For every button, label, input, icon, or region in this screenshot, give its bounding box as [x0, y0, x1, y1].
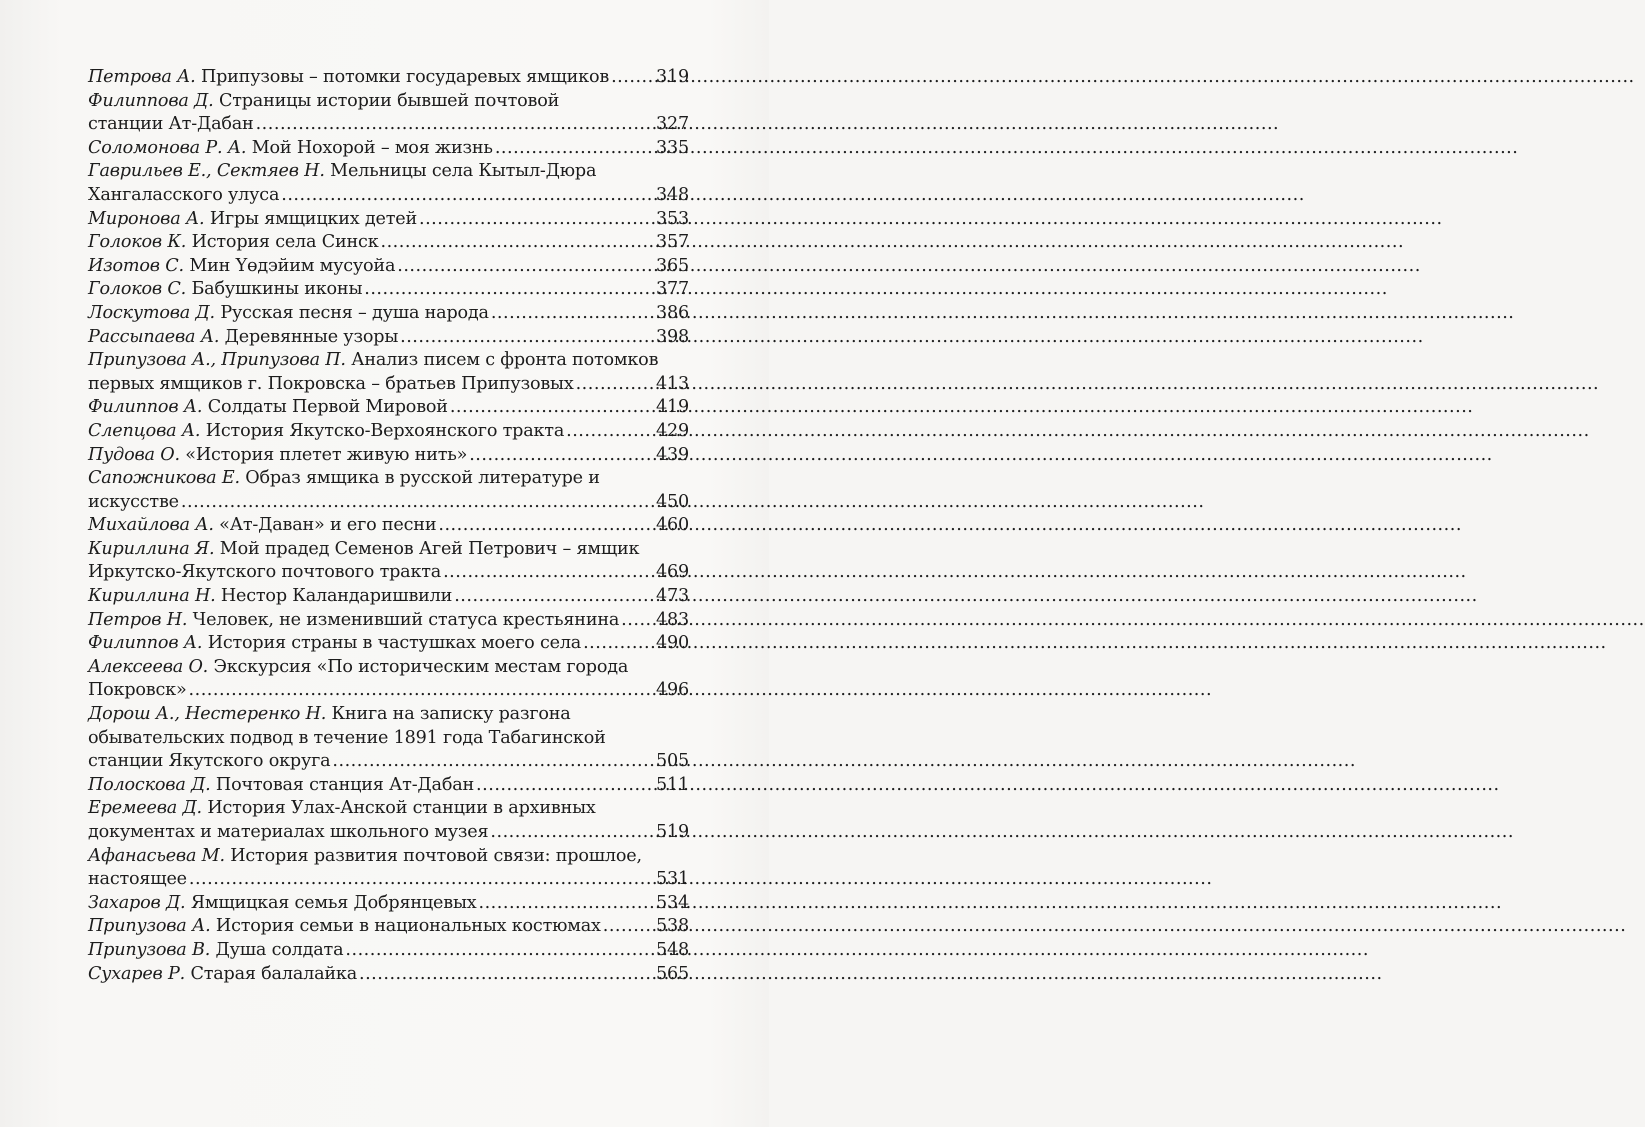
- toc-page-number: 490: [656, 633, 689, 654]
- toc-entry: [88, 538, 689, 585]
- toc-author: Припузова А.: [88, 916, 211, 937]
- toc-entry-final-line: [88, 632, 689, 656]
- toc-entry-final-line: [88, 396, 689, 420]
- toc-title: первых ямщиков г. Покровска – братьев Припузовых: [88, 373, 574, 394]
- dot-leader: [397, 255, 654, 279]
- toc-entry-final-line: [88, 184, 689, 208]
- toc-entry: [88, 939, 689, 963]
- dot-leader: [189, 679, 655, 703]
- toc-entry-final-line: [88, 750, 689, 774]
- toc-entry-text: [88, 750, 330, 774]
- toc-entry-final-line: [88, 113, 689, 137]
- toc-entry: [88, 514, 689, 538]
- toc-author: Петрова А.: [88, 67, 196, 87]
- toc-page-number: 548: [656, 939, 689, 960]
- toc-entry-text: [88, 231, 378, 255]
- toc-entry-final-line: [88, 915, 689, 939]
- toc-entry-final-line: [88, 868, 689, 892]
- toc-entry-text: [88, 774, 474, 798]
- toc-entry-final-line: [88, 939, 689, 963]
- toc-entry-text: [88, 514, 436, 538]
- dot-leader: [281, 184, 654, 208]
- toc-title: Страницы истории бывшей почтовой: [218, 90, 560, 111]
- toc-page-number: 565: [656, 963, 689, 984]
- toc-title: станции Якутского округа: [88, 751, 331, 772]
- toc-author: Припузова В.: [88, 939, 211, 960]
- toc-entry: [88, 609, 689, 633]
- toc-entry-final-line: [88, 585, 689, 609]
- toc-page-number: 534: [656, 892, 689, 913]
- toc-entry-text: [88, 396, 448, 420]
- toc-title: Анализ писем с фронта потомков: [351, 350, 659, 371]
- toc-author: Полоскова Д.: [88, 774, 211, 795]
- dot-leader: [576, 373, 654, 397]
- toc-title: Образ ямщика в русской литературе и: [245, 468, 600, 489]
- toc-entry-text: [88, 939, 343, 963]
- toc-entry-text: [88, 892, 476, 916]
- toc-author: Сухарев Р.: [88, 963, 186, 984]
- toc-title: Мельницы села Кытыл-Дюра: [330, 161, 597, 182]
- toc-title: Нестор Каландаришвили: [220, 586, 453, 607]
- toc-entry-final-line: [88, 420, 689, 444]
- toc-entry-final-line: [88, 679, 689, 703]
- toc-entry-text: [88, 821, 488, 845]
- toc-page-number: 413: [656, 373, 689, 394]
- toc-entry-text: [88, 915, 601, 939]
- dot-leader: [380, 231, 654, 255]
- toc-entry: [88, 396, 689, 420]
- dot-leader: [454, 585, 654, 609]
- dot-leader: [476, 774, 654, 798]
- toc-title: Ямщицкая семья Добрянцевых: [190, 892, 477, 913]
- toc-page-number: 353: [656, 208, 689, 229]
- toc-page-number: 531: [656, 869, 689, 890]
- toc-entry: [88, 420, 689, 444]
- toc-entry-line: [88, 349, 689, 373]
- toc-author: Лоскутова Д.: [88, 302, 215, 323]
- toc-entry-text: [88, 609, 619, 633]
- toc-entry-final-line: [88, 255, 689, 279]
- toc-title: История Якутско-Верхоянского тракта: [205, 420, 565, 441]
- toc-entry-text: [88, 679, 187, 703]
- toc-entry-final-line: [88, 302, 689, 326]
- toc-title: «Ат-Даван» и его песни: [219, 515, 437, 536]
- toc-page-number: 377: [656, 279, 689, 300]
- toc-page-number: 398: [656, 326, 689, 347]
- toc-title: обывательских подвод в течение 1891 года Табагинской: [88, 727, 606, 748]
- toc-title: История Улах-Анской станции в архивных: [207, 798, 596, 819]
- toc-entry-final-line: [88, 821, 689, 845]
- table-of-contents: [88, 66, 689, 986]
- toc-author: Дорош А., Нестеренко Н.: [88, 704, 327, 725]
- toc-entry-final-line: [88, 326, 689, 350]
- toc-title: «История плетет живую нить»: [185, 444, 468, 465]
- toc-title: История развития почтовой связи: прошлое,: [230, 845, 642, 866]
- toc-author: Алексеева О.: [88, 656, 209, 677]
- toc-entry: [88, 137, 689, 161]
- toc-author: Михайлова А.: [88, 515, 214, 536]
- toc-page-number: 505: [656, 751, 689, 772]
- toc-entry-line: [88, 727, 689, 751]
- toc-entry: [88, 208, 689, 232]
- toc-title: настоящее: [88, 869, 187, 890]
- toc-title: Бабушкины иконы: [191, 279, 363, 300]
- toc-page-number: 319: [656, 67, 689, 87]
- toc-author: Рассыпаева А.: [88, 326, 220, 347]
- toc-page-number: 460: [656, 515, 689, 536]
- toc-page-number: 348: [656, 184, 689, 205]
- toc-author: Филиппова Д.: [88, 90, 214, 111]
- toc-entry-final-line: [88, 231, 689, 255]
- dot-leader: [603, 915, 654, 939]
- toc-entry-line: [88, 845, 689, 869]
- toc-entry: [88, 845, 689, 892]
- dot-leader: [583, 632, 654, 656]
- toc-author: Сапожникова Е.: [88, 468, 240, 489]
- toc-entry-text: [88, 66, 609, 90]
- toc-title: Солдаты Первой Мировой: [207, 397, 448, 418]
- toc-entry-final-line: [88, 278, 689, 302]
- toc-page-number: 429: [656, 420, 689, 441]
- dot-leader: [364, 278, 654, 302]
- toc-title: Мин Үөдэйим мусуойа: [189, 255, 396, 276]
- toc-author: Голоков К.: [88, 232, 187, 253]
- toc-entry-final-line: [88, 963, 689, 987]
- toc-title: документах и материалах школьного музея: [88, 822, 489, 842]
- toc-author: Филиппов А.: [88, 633, 203, 654]
- toc-entry-text: [88, 278, 362, 302]
- toc-entry: [88, 656, 689, 703]
- dot-leader: [566, 420, 654, 444]
- toc-page-number: 357: [656, 232, 689, 253]
- toc-title: Почтовая станция Ат-Дабан: [215, 774, 475, 795]
- dot-leader: [450, 396, 654, 420]
- toc-author: Филиппов А.: [88, 397, 203, 418]
- toc-title: Душа солдата: [215, 939, 344, 960]
- dot-leader: [443, 561, 654, 585]
- dot-leader: [419, 208, 654, 232]
- toc-entry-final-line: [88, 892, 689, 916]
- toc-entry-text: [88, 561, 441, 585]
- toc-title: История страны в частушках моего села: [207, 633, 582, 654]
- toc-entry-final-line: [88, 373, 689, 397]
- toc-title: Игры ямщицких детей: [209, 208, 417, 229]
- toc-entry-text: [88, 208, 417, 232]
- toc-entry-final-line: [88, 774, 689, 798]
- toc-title: Деревянные узоры: [224, 326, 399, 347]
- toc-title: Книга на записку разгона: [331, 704, 571, 725]
- toc-title: Старая балалайка: [190, 963, 357, 984]
- dot-leader: [332, 750, 654, 774]
- toc-title: Экскурсия «По историческим местам города: [213, 656, 629, 677]
- toc-entry: [88, 703, 689, 774]
- toc-entry-text: [88, 420, 564, 444]
- toc-page-number: 469: [656, 562, 689, 583]
- toc-entry-text: [88, 963, 357, 987]
- dot-leader: [345, 939, 654, 963]
- toc-author: Припузова А., Припузова П.: [88, 350, 346, 371]
- dot-leader: [189, 868, 654, 892]
- toc-entry-line: [88, 90, 689, 114]
- toc-entry-line: [88, 467, 689, 491]
- toc-entry-text: [88, 184, 279, 208]
- toc-page-number: 511: [656, 774, 689, 795]
- toc-title: Русская песня – душа народа: [220, 302, 489, 323]
- toc-entry-text: [88, 326, 398, 350]
- toc-page-number: 439: [656, 444, 689, 465]
- toc-page-number: 496: [656, 680, 689, 701]
- toc-title: История семьи в национальных костюмах: [215, 916, 601, 937]
- toc-entry-final-line: [88, 444, 689, 468]
- toc-entry-line: [88, 538, 689, 562]
- toc-title: История села Синск: [191, 232, 379, 253]
- dot-leader: [181, 491, 654, 515]
- dot-leader: [495, 137, 654, 161]
- toc-author: Еремеева Д.: [88, 798, 202, 819]
- toc-entry: [88, 632, 689, 656]
- dot-leader: [490, 821, 654, 845]
- dot-leader: [478, 892, 654, 916]
- toc-entry: [88, 797, 689, 844]
- toc-entry-line: [88, 160, 689, 184]
- toc-entry: [88, 444, 689, 468]
- toc-title: Покровск»: [88, 680, 187, 701]
- toc-entry-text: [88, 632, 581, 656]
- toc-page-number: 335: [656, 137, 689, 158]
- toc-page-number: 538: [656, 916, 689, 937]
- dot-leader: [621, 609, 654, 633]
- toc-entry: [88, 585, 689, 609]
- toc-entry: [88, 278, 689, 302]
- toc-author: Пудова О.: [88, 444, 180, 465]
- toc-entry-line: [88, 656, 689, 680]
- dot-leader: [469, 444, 654, 468]
- toc-entry-final-line: [88, 609, 689, 633]
- toc-entry: [88, 90, 689, 137]
- toc-entry: [88, 66, 689, 90]
- toc-page-number: 473: [656, 586, 689, 607]
- toc-title: Мой прадед Семенов Агей Петрович – ямщик: [219, 538, 640, 559]
- toc-entry: [88, 349, 689, 396]
- toc-entry: [88, 160, 689, 207]
- book-page: [0, 0, 769, 1127]
- toc-entry: [88, 774, 689, 798]
- toc-page-number: 419: [656, 397, 689, 418]
- toc-entry-final-line: [88, 66, 689, 90]
- toc-entry-text: [88, 113, 254, 137]
- dot-leader: [256, 113, 654, 137]
- toc-author: Афанасьева М.: [88, 845, 225, 866]
- toc-author: Миронова А.: [88, 208, 205, 229]
- dot-leader: [491, 302, 654, 326]
- toc-entry-text: [88, 868, 187, 892]
- toc-page-number: 386: [656, 302, 689, 323]
- toc-entry-text: [88, 137, 493, 161]
- toc-entry-line: [88, 703, 689, 727]
- toc-entry: [88, 892, 689, 916]
- toc-author: Петров Н.: [88, 609, 188, 630]
- toc-entry-text: [88, 444, 467, 468]
- toc-title: Человек, не изменивший статуса крестьянина: [192, 609, 620, 630]
- dot-leader: [400, 326, 654, 350]
- toc-entry-text: [88, 585, 452, 609]
- toc-page-number: 519: [656, 822, 689, 842]
- toc-title: Хангаласского улуса: [88, 184, 280, 205]
- toc-entry: [88, 467, 689, 514]
- toc-title: Мой Нохорой – моя жизнь: [251, 137, 493, 158]
- toc-page-number: 327: [656, 114, 689, 135]
- toc-author: Голоков С.: [88, 279, 187, 300]
- toc-entry-line: [88, 797, 689, 821]
- toc-author: Кириллина Н.: [88, 586, 216, 607]
- toc-author: Изотов С.: [88, 255, 184, 276]
- toc-entry-final-line: [88, 491, 689, 515]
- toc-title: Припузовы – потомки государевых ямщиков: [200, 67, 610, 87]
- toc-page-number: 365: [656, 255, 689, 276]
- toc-author: Захаров Д.: [88, 892, 186, 913]
- toc-author: Гаврильев Е., Сектяев Н.: [88, 161, 325, 182]
- toc-entry-final-line: [88, 514, 689, 538]
- toc-author: Слепцова А.: [88, 420, 201, 441]
- dot-leader: [438, 514, 654, 538]
- toc-page-number: 483: [656, 609, 689, 630]
- toc-title: Иркутско-Якутского почтового тракта: [88, 562, 442, 583]
- dot-leader: [611, 66, 654, 90]
- toc-entry-text: [88, 302, 489, 326]
- toc-entry-text: [88, 373, 574, 397]
- toc-entry-final-line: [88, 561, 689, 585]
- toc-entry: [88, 255, 689, 279]
- toc-entry: [88, 326, 689, 350]
- toc-title: искусстве: [88, 491, 179, 512]
- toc-entry-text: [88, 255, 395, 279]
- toc-author: Соломонова Р. А.: [88, 137, 247, 158]
- toc-page-number: 450: [656, 491, 689, 512]
- toc-entry: [88, 915, 689, 939]
- toc-author: Кириллина Я.: [88, 538, 215, 559]
- dot-leader: [359, 963, 654, 987]
- toc-entry: [88, 963, 689, 987]
- toc-entry-final-line: [88, 208, 689, 232]
- toc-entry-final-line: [88, 137, 689, 161]
- toc-entry: [88, 302, 689, 326]
- toc-entry-text: [88, 491, 179, 515]
- toc-entry: [88, 231, 689, 255]
- toc-title: станции Ат-Дабан: [88, 114, 254, 135]
